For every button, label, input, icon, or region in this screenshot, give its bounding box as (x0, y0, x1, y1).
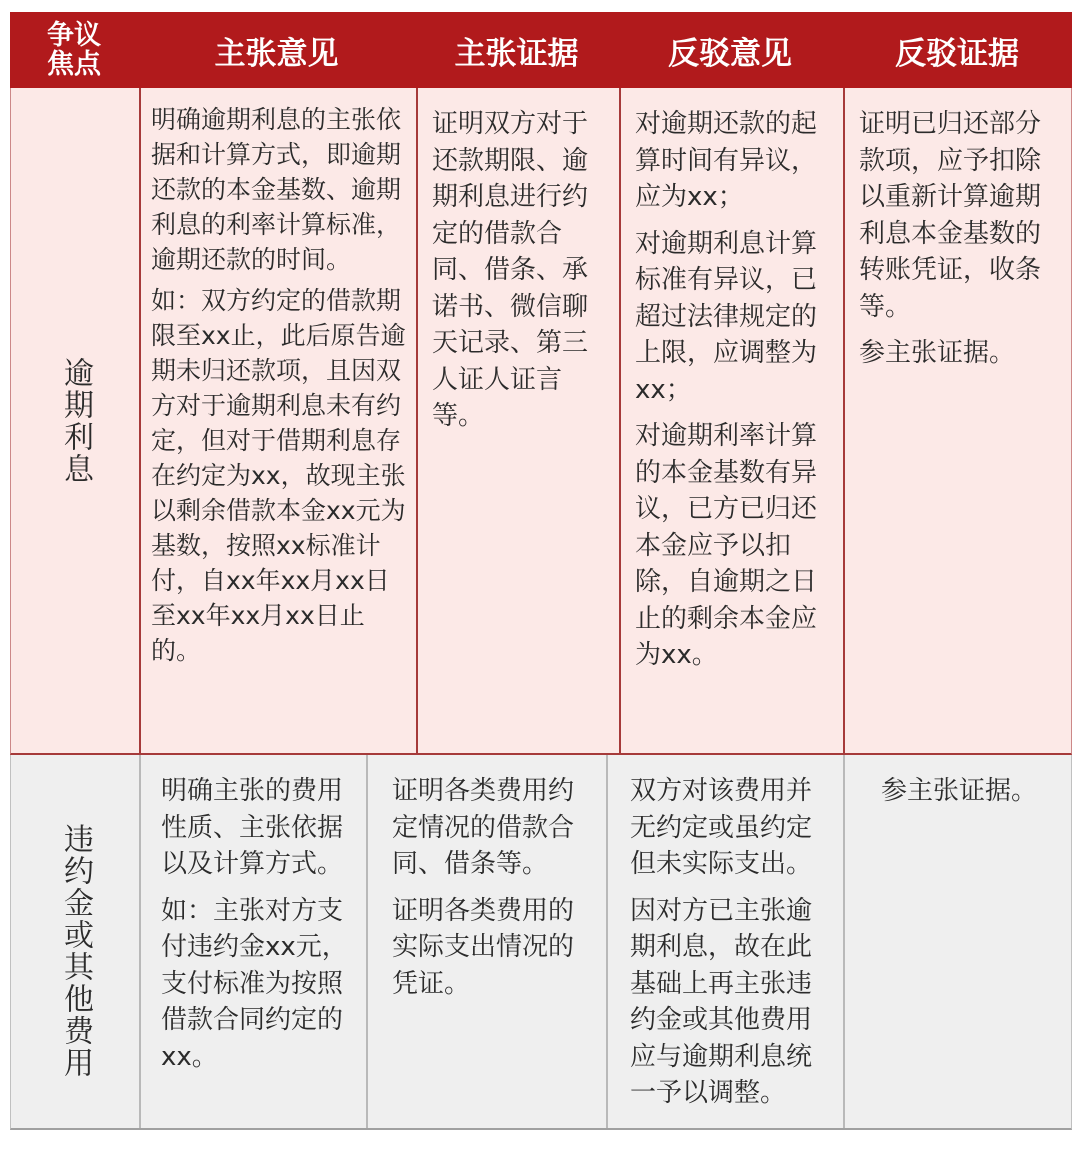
evidence-cell (416, 88, 619, 753)
header-rebuttal-evidence: 反驳证据 (895, 35, 1019, 72)
paragraph: 如：主张对方支付违约金xx元，支付标准为按照借款合同约定的xx。 (161, 895, 348, 1072)
paragraph: 因对方已主张逾期利息，故在此基础上再主张违约金或其他费用应与逾期利息统一予以调整。 (630, 895, 813, 1108)
paragraph: 证明双方对于还款期限、逾期利息进行约定的借款合同、借条、承诺书、微信聊天记录、第三人证人证言等。 (432, 109, 589, 431)
paragraph: 参主张证据。 (859, 338, 1016, 368)
topic-cell (11, 88, 139, 753)
table-header (10, 12, 1072, 88)
table-row (10, 755, 1072, 1130)
header-focus-line: 焦点 (47, 49, 101, 80)
header-claim: 主张意见 (214, 35, 339, 72)
rebuttal-evidence-cell (843, 88, 1073, 753)
rebuttal-evidence-cell (843, 755, 1073, 1128)
rebuttal-cell (619, 88, 843, 753)
header-evidence: 主张证据 (454, 35, 579, 72)
claim-cell (139, 755, 366, 1128)
paragraph: 对逾期利息计算标准有异议，已超过法律规定的上限，应调整为xx； (635, 228, 818, 405)
claim-cell (139, 88, 416, 753)
paragraph: 对逾期还款的起算时间有异议，应为xx； (635, 109, 818, 212)
paragraph: 证明已归还部分款项，应予扣除以重新计算逾期利息本金基数的转账凭证，收条等。 (859, 109, 1042, 322)
paragraph: 证明各类费用约定情况的借款合同、借条等。 (392, 776, 575, 879)
paragraph: 明确主张的费用性质、主张依据以及计算方式。 (161, 776, 344, 879)
table-row (10, 88, 1072, 755)
paragraph: 明确逾期利息的主张依据和计算方式，即逾期还款的本金基数、逾期利息的利率计算标准，逾期还款的时间。 (151, 105, 402, 274)
paragraph: 证明各类费用的实际支出情况的凭证。 (392, 895, 575, 999)
topic-label: 违约金或其他费用 (58, 822, 93, 1079)
paragraph: 如：双方约定的借款期限至xx止，此后原告逾期未归还款项，且因双方对于逾期利息未有约定，但对于借期利息存在约定为xx，故现主张以剩余借款本金xx元为基数，按照xx标准计付，自xx年xx月xx日至xx年xx月xx日止的。 (151, 286, 406, 665)
paragraph: 双方对该费用并无约定或虽约定但未实际支出。 (630, 776, 813, 879)
paragraph: 参主张证据。 (880, 776, 1037, 806)
header-focus-line: 争议 (47, 20, 101, 51)
paragraph: 对逾期利率计算的本金基数有异议，已方已归还本金应予以扣除，自逾期之日止的剩余本金应为xx。 (635, 421, 818, 670)
header-rebuttal: 反驳意见 (668, 35, 792, 72)
topic-cell (11, 755, 139, 1128)
header-focus (10, 12, 138, 88)
rebuttal-cell (606, 755, 843, 1128)
evidence-cell (366, 755, 606, 1128)
topic-label: 逾期利息 (58, 356, 93, 485)
